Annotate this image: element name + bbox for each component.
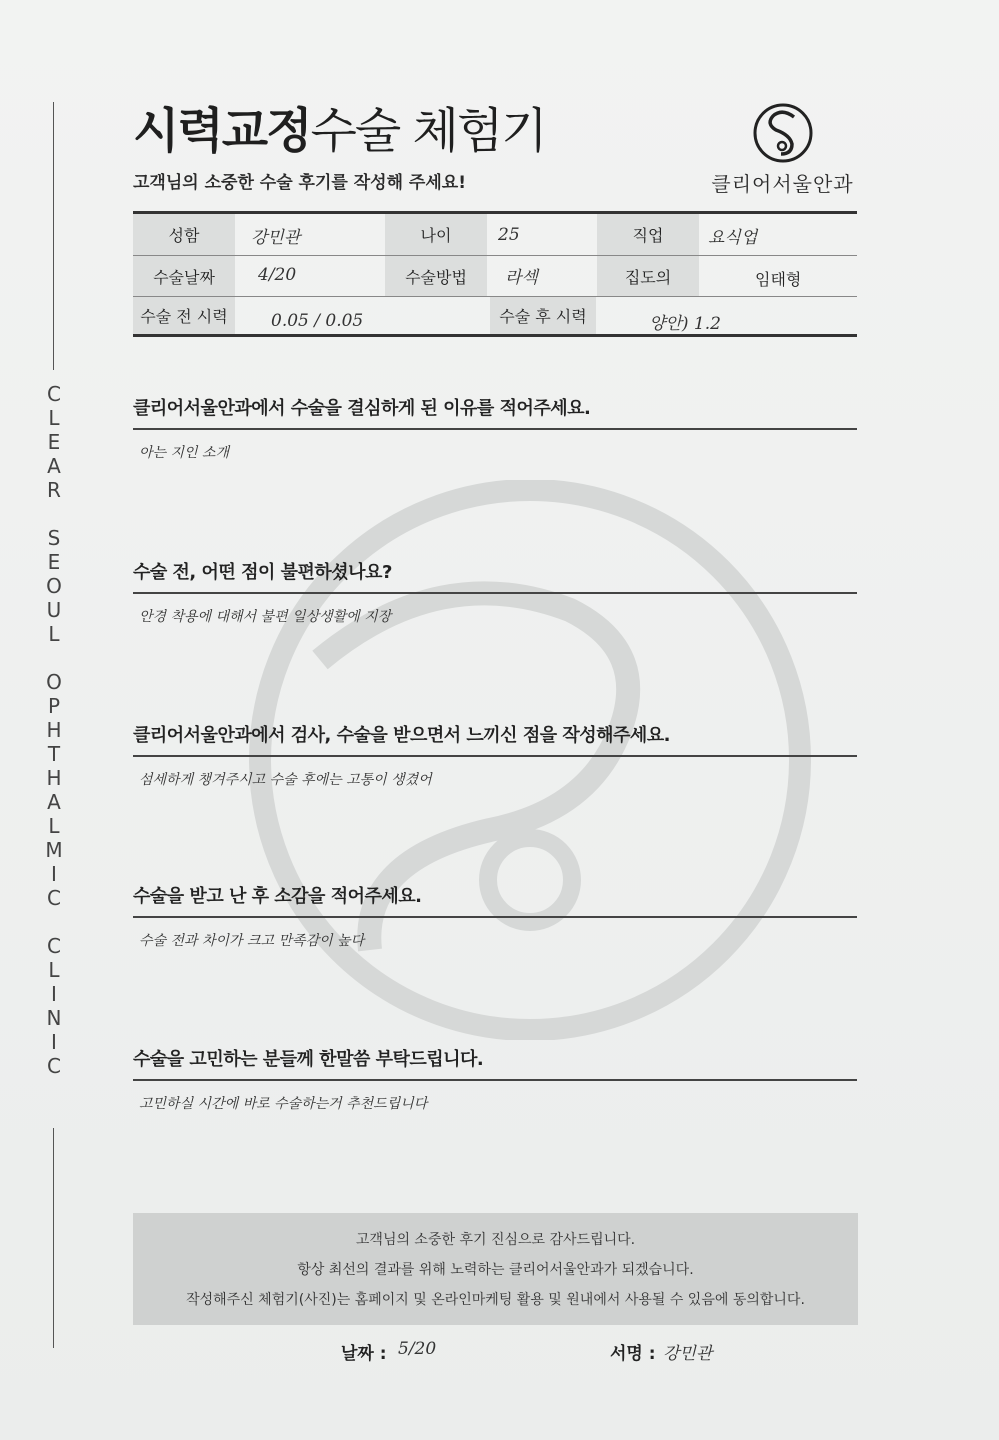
question-title: 수술을 받고 난 후 소감을 적어주세요. [133,886,422,907]
question-2 [133,558,857,626]
question-title: 클리어서울안과에서 수술을 결심하게 된 이유를 적어주세요. [133,398,591,419]
question-rule [133,1079,857,1081]
question-answer: 아는 지인 소개 [139,445,230,461]
question-answer: 섬세하게 챙겨주시고 수술 후에는 고통이 생겼어 [139,772,432,788]
question-answer: 고민하실 시간에 바로 수술하는거 추천드립니다 [139,1096,428,1112]
signature-label: 서명 : [610,1344,656,1364]
consent-notice [133,1213,858,1325]
job-label: 직업 [597,214,699,255]
date-value: 5/20 [398,1339,437,1359]
post-vision-value: 양안) 1.2 [649,314,721,334]
consent-line-2: 항상 최선의 결과를 위해 노력하는 클리어서울안과가 되겠습니다. [297,1262,694,1278]
name-value: 강민관 [251,228,301,248]
job-value: 요식업 [708,228,758,248]
post-vision-label: 수술 후 시력 [490,297,596,334]
surgery-date-value: 4/20 [258,265,297,285]
question-4 [133,882,857,950]
question-5 [133,1045,857,1113]
question-answer: 수술 전과 차이가 크고 만족감이 높다 [139,933,365,949]
question-rule [133,592,857,594]
table-bottom-rule [133,334,857,337]
pre-vision-value: 0.05 / 0.05 [271,311,364,331]
question-rule [133,428,857,430]
title-rest: 수술 체험기 [310,103,546,159]
surgery-date-label: 수술날짜 [133,256,235,296]
consent-line-1: 고객님의 소중한 후기 진심으로 감사드립니다. [355,1232,636,1248]
question-title: 수술 전, 어떤 점이 불편하셨나요? [133,562,392,583]
title-bold: 시력교정 [133,103,311,159]
question-answer: 안경 착용에 대해서 불편 일상생활에 지장 [139,609,392,625]
surgery-method-label: 수술방법 [385,256,487,296]
page-subtitle: 고객님의 소중한 수술 후기를 작성해 주세요! [133,173,466,193]
doctor-value: 임태형 [755,270,802,289]
age-value: 25 [498,225,520,245]
question-title: 클리어서울안과에서 검사, 수술을 받으면서 느끼신 점을 작성해주세요. [133,725,671,746]
name-label: 성함 [133,214,235,255]
side-clinic-name: CLEAR SEOUL OPHTHALMIC CLINIC [42,382,66,1078]
consent-line-3: 작성해주신 체험기(사진)는 홈페이지 및 온라인마케팅 활용 및 원내에서 사용될 수 있음에 동의합니다. [186,1292,805,1308]
age-label: 나이 [385,214,487,255]
patient-info-table [133,211,857,337]
pre-vision-label: 수술 전 시력 [133,297,235,334]
surgery-method-value: 라섹 [505,268,538,288]
doctor-label: 집도의 [597,256,699,296]
question-3 [133,721,857,789]
page-title [133,92,546,161]
table-row-divider [133,255,857,256]
question-title: 수술을 고민하는 분들께 한말씀 부탁드립니다. [133,1049,484,1070]
question-1 [133,394,857,462]
side-divider-bottom [53,1128,54,1348]
question-rule [133,755,857,757]
clinic-logo-icon [752,102,814,164]
question-rule [133,916,857,918]
side-divider-top [53,102,54,370]
signature-value: 강민관 [663,1344,713,1364]
clinic-name: 클리어서울안과 [711,172,854,196]
date-label: 날짜 : [341,1344,387,1364]
table-top-rule [133,211,857,214]
